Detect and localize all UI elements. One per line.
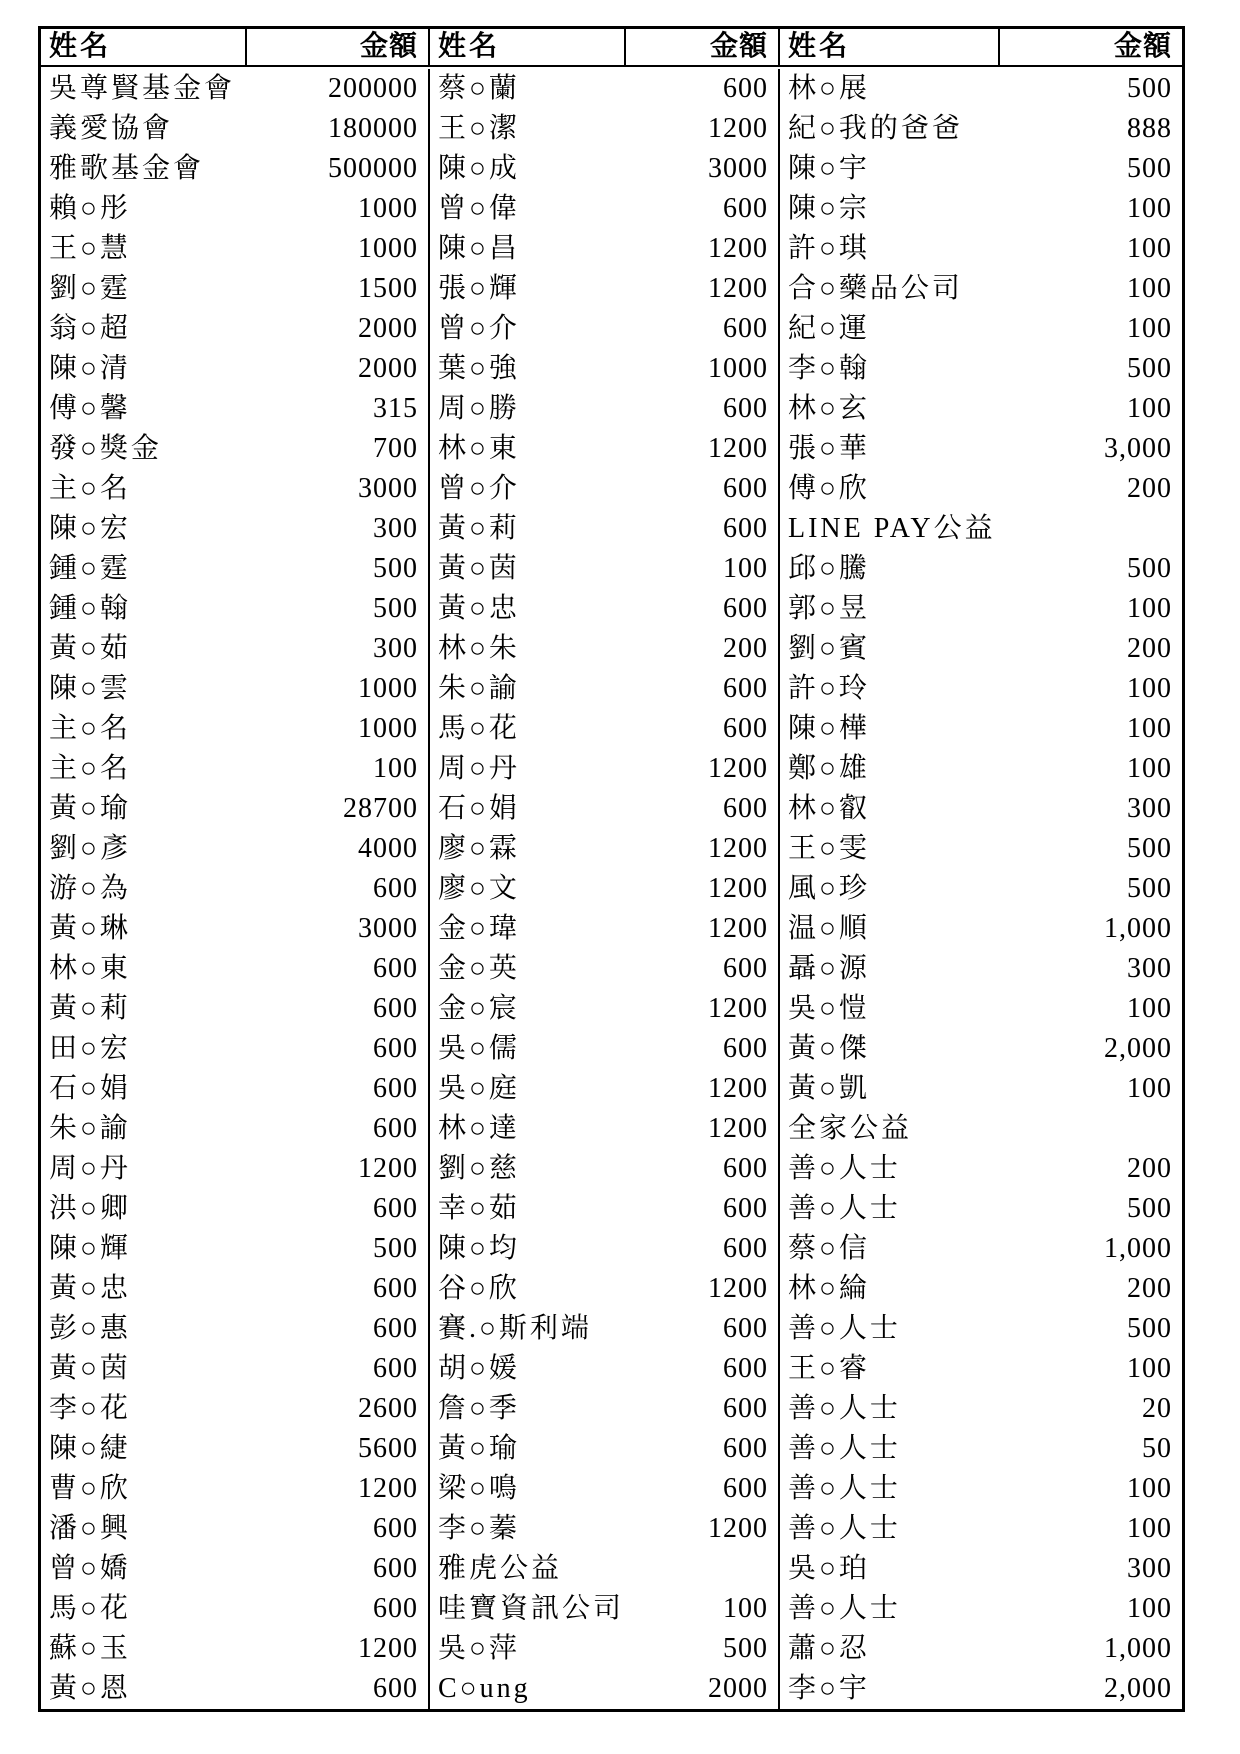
donor-amount-cell: 100 (1127, 233, 1172, 264)
donor-name-cell: 金○瑋 (438, 913, 520, 944)
donor-name-cell: 鍾○霆 (49, 553, 131, 584)
donor-amount-cell: 1200 (247, 1149, 430, 1189)
donor-amount-cell: 1200 (626, 269, 780, 309)
donor-amount-cell: 300 (1127, 953, 1172, 984)
donor-amount-cell: 3000 (626, 149, 780, 189)
donor-amount-cell: 500 (1127, 1313, 1172, 1344)
donor-amount-cell: 600 (247, 1309, 430, 1349)
amount-column-header: 金額 (247, 29, 430, 67)
donor-name-cell: 陳○昌 (438, 233, 520, 264)
donor-amount-cell: 2000 (247, 349, 430, 389)
donor-amount-cell: 600 (247, 1589, 430, 1629)
donor-name-cell: 主○名 (49, 713, 131, 744)
donor-name-cell: 陳○宏 (49, 513, 131, 544)
donor-amount-cell: 600 (247, 1269, 430, 1309)
donor-name-cell: 黃○忠 (438, 593, 520, 624)
donor-amount-cell: 100 (1127, 1353, 1172, 1384)
donor-amount-cell: 1200 (626, 429, 780, 469)
donor-amount-cell: 200000 (247, 69, 430, 109)
donor-amount-cell: 1200 (626, 109, 780, 149)
donor-name-cell: 善○人士 (788, 1433, 901, 1464)
donor-amount-cell: 300 (1127, 1553, 1172, 1584)
donor-name-cell: 陳○樺 (788, 713, 870, 744)
donor-name-cell: 雅虎公益 (438, 1553, 563, 1584)
donor-name-cell: 邱○騰 (788, 553, 870, 584)
donor-amount-cell: 1,000 (1104, 1633, 1172, 1664)
donor-name-cell: 發○獎金 (49, 433, 162, 464)
donor-amount-cell: 300 (1127, 793, 1172, 824)
donor-amount-cell: 600 (247, 869, 430, 909)
donor-amount-cell: 200 (1127, 1273, 1172, 1304)
donor-amount-cell: 100 (1127, 1593, 1172, 1624)
donor-name-cell: 王○雯 (788, 833, 870, 864)
donor-amount-cell: 500 (247, 589, 430, 629)
donor-name-cell: 陳○緁 (49, 1433, 131, 1464)
donor-amount-cell: 600 (626, 1189, 780, 1229)
donor-name-cell: 黃○茵 (49, 1353, 131, 1384)
donor-amount-cell: 888 (1127, 113, 1172, 144)
donor-name-cell: 曾○偉 (438, 193, 520, 224)
donor-amount-cell: 600 (626, 469, 780, 509)
donor-amount-cell: 600 (247, 1109, 430, 1149)
donor-amount-cell: 1,000 (1104, 1233, 1172, 1264)
donor-name-cell: 黃○傑 (788, 1033, 870, 1064)
donor-amount-cell: 600 (247, 1189, 430, 1229)
donor-amount-cell: 500000 (247, 149, 430, 189)
name-column-header: 姓名 (41, 29, 247, 67)
donor-name-cell: 張○華 (788, 433, 870, 464)
donor-name-cell: 朱○諭 (49, 1113, 131, 1144)
donor-name-cell: 廖○霖 (438, 833, 520, 864)
donor-name-cell: 陳○宗 (788, 193, 870, 224)
donor-amount-cell: 1200 (247, 1469, 430, 1509)
donor-amount-cell: 600 (626, 509, 780, 549)
donor-name-cell: 温○順 (788, 913, 870, 944)
donor-name-cell: 林○綸 (788, 1273, 870, 1304)
donor-name-cell: 林○朱 (438, 633, 520, 664)
donor-amount-cell: 100 (1127, 273, 1172, 304)
donor-name-cell: 陳○宇 (788, 153, 870, 184)
donor-name-cell: 哇寶資訊公司 (438, 1593, 625, 1624)
donor-amount-cell: 700 (247, 429, 430, 469)
donor-amount-cell: 600 (626, 789, 780, 829)
donor-amount-cell: 500 (1127, 873, 1172, 904)
donor-amount-cell: 200 (1127, 473, 1172, 504)
donor-amount-cell: 1200 (626, 909, 780, 949)
donor-name-cell: 石○娟 (49, 1073, 131, 1104)
donor-amount-cell: 1000 (247, 669, 430, 709)
donor-name-cell: 胡○媛 (438, 1353, 520, 1384)
donor-name-cell: 風○珍 (788, 873, 870, 904)
name-column-header: 姓名 (780, 29, 1000, 67)
donor-name-cell: 傅○馨 (49, 393, 131, 424)
donor-name-cell: 林○玄 (788, 393, 870, 424)
donor-name-cell: 黃○茵 (438, 553, 520, 584)
donor-name-cell: 李○宇 (788, 1673, 870, 1704)
donor-name-cell: 廖○文 (438, 873, 520, 904)
donor-name-cell: 石○娟 (438, 793, 520, 824)
donor-name-cell: 李○蓁 (438, 1513, 520, 1544)
donor-amount-cell: 100 (1127, 753, 1172, 784)
donor-name-cell: 林○叡 (788, 793, 870, 824)
donor-name-cell: 許○琪 (788, 233, 870, 264)
donor-amount-cell: 2,000 (1104, 1033, 1172, 1064)
donor-amount-cell: 600 (247, 1549, 430, 1589)
donor-amount-cell: 180000 (247, 109, 430, 149)
donor-name-cell: 劉○霆 (49, 273, 131, 304)
donor-name-cell: 詹○季 (438, 1393, 520, 1424)
donor-amount-cell: 1200 (247, 1629, 430, 1669)
donor-name-cell: 曹○欣 (49, 1473, 131, 1504)
donor-amount-cell: 1200 (626, 869, 780, 909)
donor-amount-cell: 600 (626, 189, 780, 229)
donor-name-cell: 黃○莉 (438, 513, 520, 544)
donor-name-cell: 吳○儒 (438, 1033, 520, 1064)
donor-amount-cell: 600 (626, 709, 780, 749)
donor-name-cell: 吳尊賢基金會 (49, 73, 236, 104)
donor-amount-cell: 50 (1142, 1433, 1172, 1464)
donor-amount-cell: 600 (626, 1469, 780, 1509)
donor-amount-cell: 100 (1127, 1513, 1172, 1544)
donor-name-cell: 郭○昱 (788, 593, 870, 624)
donor-name-cell: 谷○欣 (438, 1273, 520, 1304)
donor-name-cell: 紀○我的爸爸 (788, 113, 963, 144)
donor-amount-cell: 600 (247, 1069, 430, 1109)
donor-amount-cell: 200 (1127, 1153, 1172, 1184)
donor-name-cell: 黃○瑜 (49, 793, 131, 824)
donor-name-cell: 周○丹 (49, 1153, 131, 1184)
donor-name-cell: 洪○卿 (49, 1193, 131, 1224)
donor-amount-cell: 600 (626, 1349, 780, 1389)
donor-name-cell: 黃○忠 (49, 1273, 131, 1304)
donor-name-cell: 善○人士 (788, 1313, 901, 1344)
donor-amount-cell: 600 (626, 669, 780, 709)
donor-name-cell: 朱○諭 (438, 673, 520, 704)
donor-amount-cell: 600 (247, 1509, 430, 1549)
donor-amount-cell: 500 (1127, 553, 1172, 584)
donor-amount-cell: 1200 (626, 1509, 780, 1549)
donor-amount-cell: 100 (1127, 713, 1172, 744)
donor-amount-cell: 100 (1127, 1473, 1172, 1504)
donor-name-cell: 許○玲 (788, 673, 870, 704)
donor-amount-cell: 1000 (626, 349, 780, 389)
donor-name-cell: 陳○雲 (49, 673, 131, 704)
donor-name-cell: 李○花 (49, 1393, 131, 1424)
donor-amount-cell: 600 (626, 1029, 780, 1069)
donor-name-cell: 黃○凱 (788, 1073, 870, 1104)
donor-amount-cell: 600 (247, 1669, 430, 1709)
donor-amount-cell: 600 (247, 1029, 430, 1069)
donor-amount-cell: 3000 (247, 469, 430, 509)
donor-name-cell: 吳○庭 (438, 1073, 520, 1104)
donor-amount-cell (1000, 509, 1182, 549)
donor-name-cell: 黃○茹 (49, 633, 131, 664)
donor-name-cell: 全家公益 (788, 1113, 913, 1144)
donor-name-cell: 鍾○翰 (49, 593, 131, 624)
donor-name-cell: 王○潔 (438, 113, 520, 144)
donor-name-cell: 黃○莉 (49, 993, 131, 1024)
donor-amount-cell: 200 (1127, 633, 1172, 664)
donor-amount-cell: 1200 (626, 1269, 780, 1309)
donor-amount-cell: 300 (247, 629, 430, 669)
donor-amount-cell: 1200 (626, 229, 780, 269)
donor-name-cell: 主○名 (49, 753, 131, 784)
donor-amount-cell: 20 (1142, 1393, 1172, 1424)
donor-amount-cell: 100 (1127, 393, 1172, 424)
donor-name-cell: 黃○恩 (49, 1673, 131, 1704)
donor-amount-cell: 3,000 (1104, 433, 1172, 464)
donor-amount-cell: 600 (626, 1149, 780, 1189)
donor-amount-cell: 600 (626, 1309, 780, 1349)
donor-amount-cell: 100 (1127, 993, 1172, 1024)
donor-name-cell: 周○丹 (438, 753, 520, 784)
donor-name-cell: 馬○花 (49, 1593, 131, 1624)
donor-name-cell: 劉○彥 (49, 833, 131, 864)
donor-amount-cell: 1200 (626, 749, 780, 789)
donor-name-cell: 賽.○斯利端 (438, 1313, 592, 1344)
donor-name-cell: 彭○惠 (49, 1313, 131, 1344)
donor-name-cell: 陳○均 (438, 1233, 520, 1264)
donor-name-cell: 金○宸 (438, 993, 520, 1024)
donor-name-cell: 善○人士 (788, 1513, 901, 1544)
donor-amount-cell: 1200 (626, 1069, 780, 1109)
donor-amount-cell: 28700 (247, 789, 430, 829)
donor-amount-cell: 600 (626, 949, 780, 989)
donor-name-cell: 葉○強 (438, 353, 520, 384)
donor-amount-cell: 300 (247, 509, 430, 549)
donor-amount-cell: 600 (626, 1429, 780, 1469)
donor-name-cell: 林○東 (438, 433, 520, 464)
donor-amount-cell: 100 (247, 749, 430, 789)
donor-name-cell: 紀○運 (788, 313, 870, 344)
donor-name-cell: 林○展 (788, 73, 870, 104)
donor-amount-cell: 2,000 (1104, 1673, 1172, 1704)
donor-name-cell: 劉○慈 (438, 1153, 520, 1184)
donor-name-cell: 潘○興 (49, 1513, 131, 1544)
donor-amount-cell: 1000 (247, 229, 430, 269)
donor-name-cell: 善○人士 (788, 1593, 901, 1624)
donor-name-cell: 蕭○忍 (788, 1633, 870, 1664)
donor-name-cell: 善○人士 (788, 1193, 901, 1224)
donor-amount-cell: 1200 (626, 1109, 780, 1149)
donor-amount-cell: 600 (626, 309, 780, 349)
donor-amount-cell: 1200 (626, 829, 780, 869)
donor-name-cell: 王○慧 (49, 233, 131, 264)
donor-name-cell: 善○人士 (788, 1393, 901, 1424)
donor-name-cell: 林○達 (438, 1113, 520, 1144)
donor-amount-cell: 600 (247, 949, 430, 989)
donor-amount-cell: 5600 (247, 1429, 430, 1469)
donor-amount-cell: 500 (1127, 153, 1172, 184)
donor-name-cell: 蘇○玉 (49, 1633, 131, 1664)
donor-name-cell: 黃○琳 (49, 913, 131, 944)
donor-name-cell: 鄭○雄 (788, 753, 870, 784)
donation-table (38, 26, 1185, 1712)
donor-amount-cell: 500 (626, 1629, 780, 1669)
donor-amount-cell: 100 (1127, 313, 1172, 344)
donor-amount-cell: 500 (1127, 353, 1172, 384)
name-column-header: 姓名 (430, 29, 626, 67)
donor-amount-cell: 1200 (626, 989, 780, 1029)
donor-amount-cell: 100 (1127, 193, 1172, 224)
donor-name-cell: 翁○超 (49, 313, 131, 344)
amount-column-header: 金額 (626, 29, 780, 67)
donor-name-cell: 田○宏 (49, 1033, 131, 1064)
donor-name-cell: 合○藥品公司 (788, 273, 963, 304)
donor-amount-cell: 600 (247, 989, 430, 1029)
donor-amount-cell: 1000 (247, 189, 430, 229)
donor-name-cell: 林○東 (49, 953, 131, 984)
donor-name-cell: 梁○鳴 (438, 1473, 520, 1504)
donor-amount-cell: 500 (247, 549, 430, 589)
donor-amount-cell: 4000 (247, 829, 430, 869)
donor-name-cell: 李○翰 (788, 353, 870, 384)
donor-name-cell: 雅歌基金會 (49, 153, 205, 184)
donor-name-cell: LINE PAY公益 (788, 513, 996, 544)
donor-name-cell: 游○為 (49, 873, 131, 904)
donor-amount-cell (1000, 1109, 1182, 1149)
donor-amount-cell: 100 (626, 1589, 780, 1629)
donor-name-cell: 聶○源 (788, 953, 870, 984)
donor-name-cell: 蔡○蘭 (438, 73, 520, 104)
donor-name-cell: 劉○賓 (788, 633, 870, 664)
donor-amount-cell: 2000 (247, 309, 430, 349)
donor-name-cell: 黃○瑜 (438, 1433, 520, 1464)
donor-name-cell: 陳○輝 (49, 1233, 131, 1264)
donor-name-cell: 曾○介 (438, 473, 520, 504)
donor-amount-cell: 500 (1127, 73, 1172, 104)
donor-name-cell: 周○勝 (438, 393, 520, 424)
donor-amount-cell: 315 (247, 389, 430, 429)
donor-name-cell: 傅○欣 (788, 473, 870, 504)
donor-amount-cell (626, 1549, 780, 1589)
donor-amount-cell: 600 (626, 589, 780, 629)
donor-amount-cell: 1500 (247, 269, 430, 309)
donor-amount-cell: 100 (1127, 593, 1172, 624)
donor-name-cell: 善○人士 (788, 1473, 901, 1504)
donor-name-cell: 幸○茹 (438, 1193, 520, 1224)
donor-name-cell: 吳○萍 (438, 1633, 520, 1664)
donor-amount-cell: 1000 (247, 709, 430, 749)
amount-column-header: 金額 (1000, 29, 1182, 67)
donor-amount-cell: 600 (626, 1229, 780, 1269)
donor-amount-cell: 3000 (247, 909, 430, 949)
donor-name-cell: 吳○珀 (788, 1553, 870, 1584)
donor-name-cell: 賴○彤 (49, 193, 131, 224)
donor-name-cell: 陳○清 (49, 353, 131, 384)
donor-name-cell: C○ung (438, 1673, 531, 1704)
donor-amount-cell: 100 (1127, 673, 1172, 704)
donor-amount-cell: 100 (1127, 1073, 1172, 1104)
donor-amount-cell: 500 (1127, 1193, 1172, 1224)
donor-amount-cell: 2600 (247, 1389, 430, 1429)
donor-amount-cell: 600 (626, 389, 780, 429)
donor-amount-cell: 600 (247, 1349, 430, 1389)
donor-name-cell: 曾○嬌 (49, 1553, 131, 1584)
donor-amount-cell: 1,000 (1104, 913, 1172, 944)
donor-amount-cell: 500 (1127, 833, 1172, 864)
donor-name-cell: 義愛協會 (49, 113, 174, 144)
donor-amount-cell: 2000 (626, 1669, 780, 1709)
donor-name-cell: 張○輝 (438, 273, 520, 304)
donor-name-cell: 馬○花 (438, 713, 520, 744)
donor-name-cell: 主○名 (49, 473, 131, 504)
donor-name-cell: 陳○成 (438, 153, 520, 184)
donor-amount-cell: 600 (626, 1389, 780, 1429)
donor-name-cell: 王○睿 (788, 1353, 870, 1384)
donor-amount-cell: 200 (626, 629, 780, 669)
donor-name-cell: 蔡○信 (788, 1233, 870, 1264)
donor-name-cell: 金○英 (438, 953, 520, 984)
donor-name-cell: 曾○介 (438, 313, 520, 344)
donor-name-cell: 善○人士 (788, 1153, 901, 1184)
donor-amount-cell: 500 (247, 1229, 430, 1269)
donor-amount-cell: 100 (626, 549, 780, 589)
donor-amount-cell: 600 (626, 69, 780, 109)
donor-name-cell: 吳○愷 (788, 993, 870, 1024)
